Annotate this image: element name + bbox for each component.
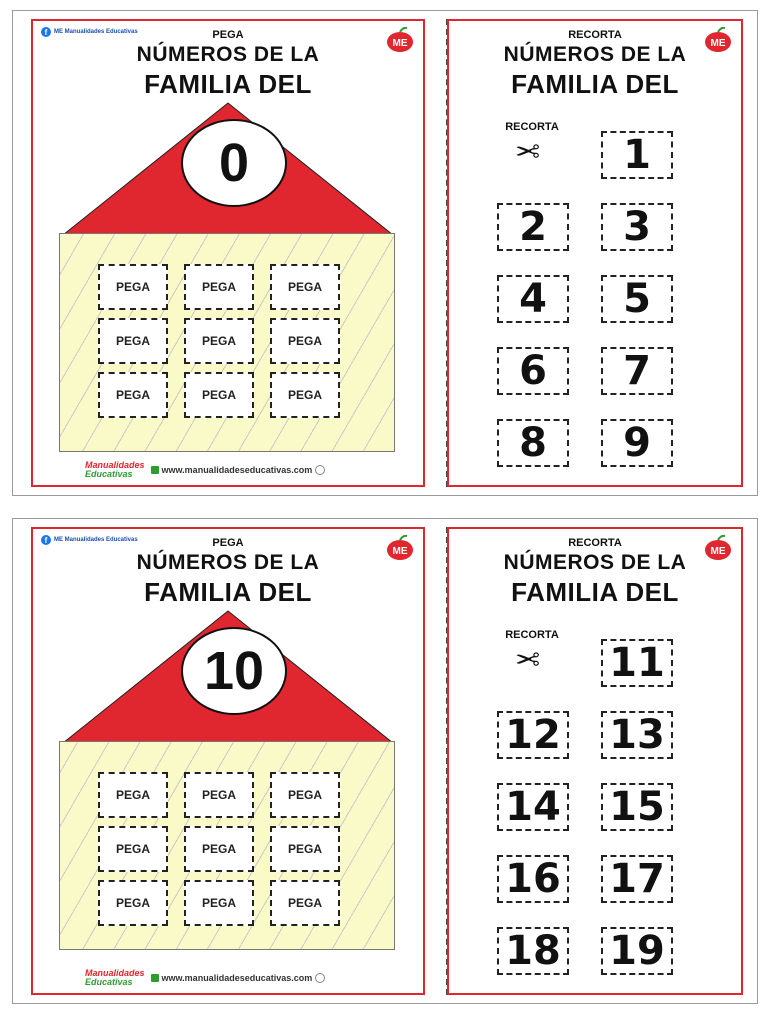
worksheet-sheet [12, 10, 758, 496]
search-icon [315, 465, 325, 475]
worksheet-sheet [12, 518, 758, 1004]
paste-grid [98, 264, 340, 418]
number-card[interactable]: 15 [601, 783, 673, 831]
paste-box[interactable]: PEGA [270, 772, 340, 818]
paste-grid [98, 772, 340, 926]
search-icon [315, 973, 325, 983]
brand-line-2: Educativas [85, 977, 133, 987]
facebook-label: ME Manualidades Educativas [54, 537, 138, 543]
heading-pega: PEGA [212, 29, 244, 41]
paste-box[interactable]: PEGA [270, 826, 340, 872]
paste-box[interactable]: PEGA [98, 772, 168, 818]
paste-box[interactable]: PEGA [184, 826, 254, 872]
family-number: 0 [181, 119, 287, 207]
heading-numeros: NÚMEROS DE LA [503, 43, 687, 66]
paste-box[interactable]: PEGA [184, 318, 254, 364]
scissors-icon: ✂ [515, 136, 541, 169]
number-card[interactable]: 4 [497, 275, 569, 323]
number-card[interactable]: 16 [497, 855, 569, 903]
paste-box[interactable]: PEGA [184, 772, 254, 818]
brand-logo [85, 461, 145, 479]
footer [85, 969, 325, 987]
number-card[interactable]: 6 [497, 347, 569, 395]
paste-box[interactable]: PEGA [98, 318, 168, 364]
facebook-icon: f [41, 535, 51, 545]
number-card[interactable]: 18 [497, 927, 569, 975]
heading-numeros: NÚMEROS DE LA [503, 551, 687, 574]
brand-logo [85, 969, 145, 987]
facebook-label: ME Manualidades Educativas [54, 29, 138, 35]
website-url: www.manualidadeseducativas.com [161, 973, 313, 983]
paste-box[interactable]: PEGA [270, 372, 340, 418]
paste-box[interactable]: PEGA [98, 372, 168, 418]
number-card[interactable]: 14 [497, 783, 569, 831]
website-link[interactable] [151, 465, 326, 475]
heading-familia: FAMILIA DEL [511, 577, 679, 607]
house-body [59, 233, 395, 452]
heading-familia: FAMILIA DEL [144, 69, 312, 99]
number-card[interactable]: 11 [601, 639, 673, 687]
paste-card [31, 527, 425, 995]
lock-icon [151, 466, 159, 474]
footer [85, 461, 325, 479]
lock-icon [151, 974, 159, 982]
scissors-icon: ✂ [515, 644, 541, 677]
paste-box[interactable]: PEGA [270, 318, 340, 364]
logo-text: ME [710, 38, 726, 49]
facebook-icon: f [41, 27, 51, 37]
heading-familia: FAMILIA DEL [144, 577, 312, 607]
paste-box[interactable]: PEGA [270, 264, 340, 310]
cut-card [447, 527, 743, 995]
paste-box[interactable]: PEGA [98, 264, 168, 310]
heading-numeros: NÚMEROS DE LA [136, 551, 320, 574]
number-card[interactable]: 2 [497, 203, 569, 251]
recorta-label: RECORTA [505, 121, 559, 133]
number-card[interactable]: 17 [601, 855, 673, 903]
cut-card [447, 19, 743, 487]
number-card[interactable]: 1 [601, 131, 673, 179]
recorta-label: RECORTA [505, 629, 559, 641]
family-number: 10 [181, 627, 287, 715]
number-card[interactable]: 12 [497, 711, 569, 759]
number-card[interactable]: 13 [601, 711, 673, 759]
paste-card [31, 19, 425, 487]
house-body [59, 741, 395, 950]
heading-familia: FAMILIA DEL [511, 69, 679, 99]
paste-box[interactable]: PEGA [98, 826, 168, 872]
number-card[interactable]: 8 [497, 419, 569, 467]
number-card[interactable]: 19 [601, 927, 673, 975]
brand-line-1: Manualidades [85, 460, 145, 470]
heading-recorta: RECORTA [568, 29, 622, 41]
paste-box[interactable]: PEGA [184, 372, 254, 418]
paste-box[interactable]: PEGA [270, 880, 340, 926]
number-card[interactable]: 3 [601, 203, 673, 251]
brand-line-1: Manualidades [85, 968, 145, 978]
logo-text: ME [392, 38, 408, 49]
logo-text: ME [710, 546, 726, 557]
website-link[interactable] [151, 973, 326, 983]
number-card[interactable]: 7 [601, 347, 673, 395]
heading-pega: PEGA [212, 537, 244, 549]
brand-line-2: Educativas [85, 469, 133, 479]
logo-text: ME [392, 546, 408, 557]
heading-recorta: RECORTA [568, 537, 622, 549]
paste-box[interactable]: PEGA [98, 880, 168, 926]
paste-box[interactable]: PEGA [184, 880, 254, 926]
website-url: www.manualidadeseducativas.com [161, 465, 313, 475]
paste-box[interactable]: PEGA [184, 264, 254, 310]
heading-numeros: NÚMEROS DE LA [136, 43, 320, 66]
number-card[interactable]: 5 [601, 275, 673, 323]
number-card[interactable]: 9 [601, 419, 673, 467]
